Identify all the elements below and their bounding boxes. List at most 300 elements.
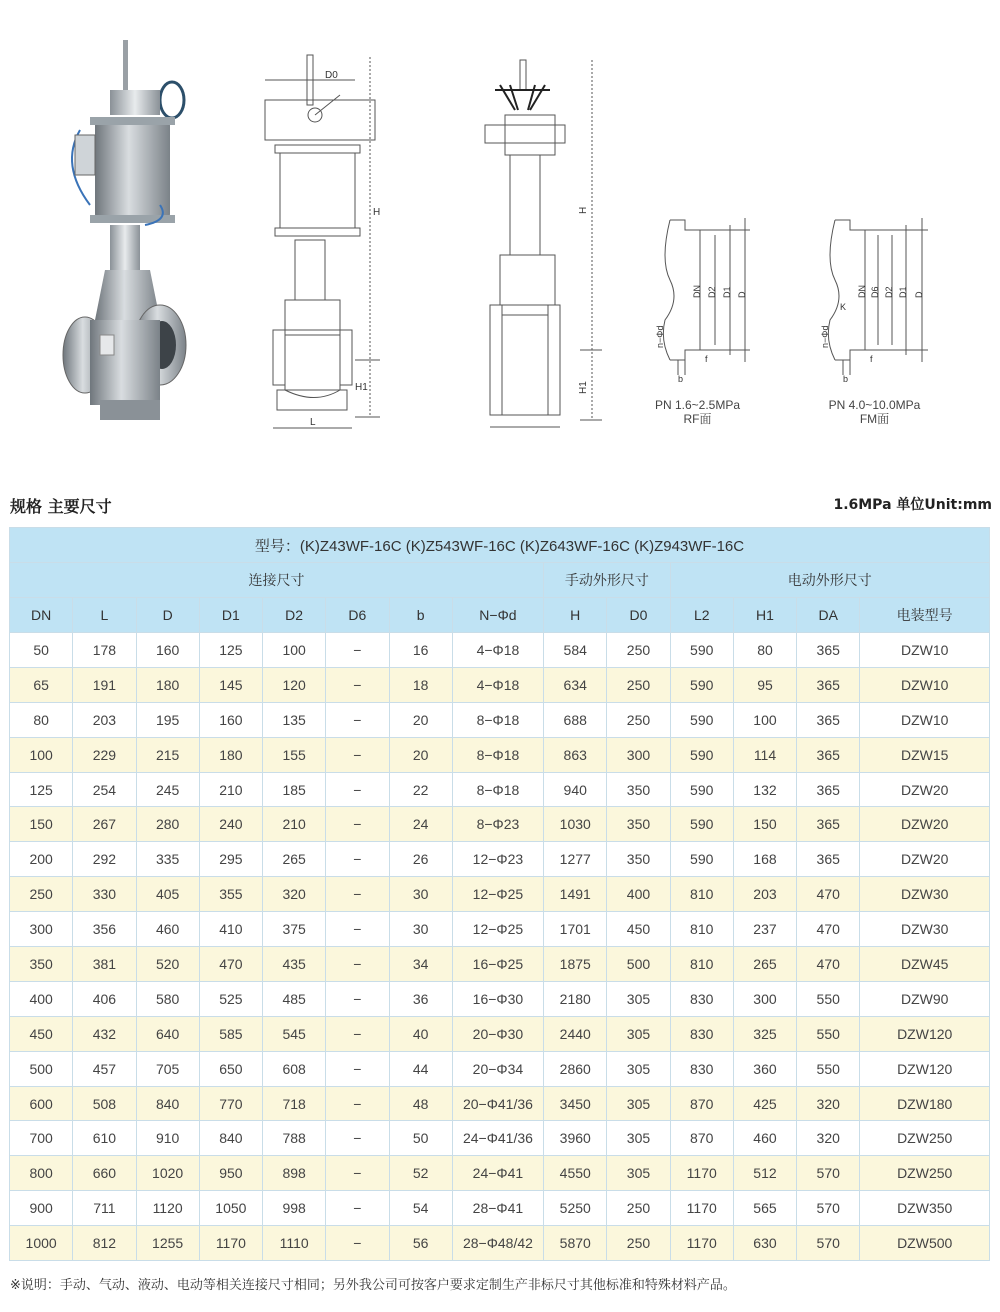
table-cell: − bbox=[326, 842, 389, 877]
pressure-unit-label: 1.6MPa 单位Unit:mm bbox=[833, 497, 992, 513]
table-cell: 406 bbox=[73, 981, 136, 1016]
table-cell: DZW500 bbox=[860, 1226, 990, 1261]
table-cell: 30 bbox=[389, 877, 452, 912]
table-cell: 8−Φ18 bbox=[452, 737, 543, 772]
table-cell: 705 bbox=[136, 1051, 199, 1086]
section-title: 规格 主要尺寸 bbox=[10, 497, 112, 516]
table-cell: 56 bbox=[389, 1226, 452, 1261]
table-cell: 210 bbox=[199, 772, 262, 807]
table-cell: 610 bbox=[73, 1121, 136, 1156]
spec-table bbox=[9, 527, 990, 1261]
table-cell: 360 bbox=[733, 1051, 796, 1086]
table-cell: 20 bbox=[389, 737, 452, 772]
table-cell: 375 bbox=[263, 912, 326, 947]
col-header: D bbox=[136, 598, 199, 633]
table-cell: DZW250 bbox=[860, 1121, 990, 1156]
table-cell: 250 bbox=[607, 1226, 670, 1261]
col-header: D0 bbox=[607, 598, 670, 633]
table-cell: 215 bbox=[136, 737, 199, 772]
table-cell: 34 bbox=[389, 947, 452, 982]
table-cell: − bbox=[326, 633, 389, 668]
label-dn: DN bbox=[857, 285, 867, 298]
table-cell: 125 bbox=[199, 633, 262, 668]
table-cell: 400 bbox=[10, 981, 73, 1016]
table-cell: 28−Φ41 bbox=[452, 1191, 543, 1226]
table-cell: 330 bbox=[73, 877, 136, 912]
table-cell: 4−Φ18 bbox=[452, 667, 543, 702]
table-cell: DZW180 bbox=[860, 1086, 990, 1121]
col-header: 电装型号 bbox=[860, 598, 990, 633]
table-cell: 998 bbox=[263, 1191, 326, 1226]
table-row bbox=[10, 1086, 990, 1121]
table-cell: 1170 bbox=[199, 1226, 262, 1261]
table-cell: 660 bbox=[73, 1156, 136, 1191]
table-cell: 48 bbox=[389, 1086, 452, 1121]
table-cell: 432 bbox=[73, 1016, 136, 1051]
table-cell: 2180 bbox=[544, 981, 607, 1016]
label-h: H bbox=[373, 207, 381, 218]
table-cell: 250 bbox=[607, 633, 670, 668]
table-cell: 325 bbox=[733, 1016, 796, 1051]
table-cell: 470 bbox=[797, 947, 860, 982]
table-cell: 280 bbox=[136, 807, 199, 842]
label-dn: DN bbox=[692, 285, 702, 298]
table-cell: 1277 bbox=[544, 842, 607, 877]
table-cell: 650 bbox=[199, 1051, 262, 1086]
label-d0: D0 bbox=[325, 70, 338, 81]
table-cell: 550 bbox=[797, 1051, 860, 1086]
table-cell: 4550 bbox=[544, 1156, 607, 1191]
table-cell: 135 bbox=[263, 702, 326, 737]
table-cell: 830 bbox=[670, 1051, 733, 1086]
table-cell: 245 bbox=[136, 772, 199, 807]
table-cell: 788 bbox=[263, 1121, 326, 1156]
table-cell: 381 bbox=[73, 947, 136, 982]
table-cell: 700 bbox=[10, 1121, 73, 1156]
table-cell: 400 bbox=[607, 877, 670, 912]
table-cell: 1110 bbox=[263, 1226, 326, 1261]
table-cell: 114 bbox=[733, 737, 796, 772]
table-cell: 195 bbox=[136, 702, 199, 737]
col-header: D6 bbox=[326, 598, 389, 633]
table-cell: 203 bbox=[733, 877, 796, 912]
table-cell: 12−Φ25 bbox=[452, 877, 543, 912]
table-cell: 565 bbox=[733, 1191, 796, 1226]
table-cell: 8−Φ23 bbox=[452, 807, 543, 842]
table-cell: DZW20 bbox=[860, 807, 990, 842]
table-cell: 460 bbox=[733, 1121, 796, 1156]
table-cell: 590 bbox=[670, 667, 733, 702]
table-cell: DZW250 bbox=[860, 1156, 990, 1191]
table-cell: 132 bbox=[733, 772, 796, 807]
table-cell: DZW10 bbox=[860, 633, 990, 668]
table-cell: DZW15 bbox=[860, 737, 990, 772]
model-row bbox=[10, 528, 990, 563]
table-cell: 830 bbox=[670, 1016, 733, 1051]
col-header: D2 bbox=[263, 598, 326, 633]
label-h1: H1 bbox=[355, 382, 368, 393]
table-cell: 863 bbox=[544, 737, 607, 772]
table-cell: 80 bbox=[10, 702, 73, 737]
table-cell: 36 bbox=[389, 981, 452, 1016]
table-cell: 160 bbox=[199, 702, 262, 737]
table-cell: 160 bbox=[136, 633, 199, 668]
table-cell: 512 bbox=[733, 1156, 796, 1191]
table-cell: 810 bbox=[670, 877, 733, 912]
label-d1: D1 bbox=[898, 286, 908, 298]
table-cell: 3960 bbox=[544, 1121, 607, 1156]
table-cell: 300 bbox=[733, 981, 796, 1016]
table-cell: 24 bbox=[389, 807, 452, 842]
table-cell: 350 bbox=[607, 772, 670, 807]
table-cell: 185 bbox=[263, 772, 326, 807]
table-cell: 590 bbox=[670, 807, 733, 842]
label-b: b bbox=[843, 374, 849, 384]
table-cell: − bbox=[326, 1156, 389, 1191]
group-electric: 电动外形尺寸 bbox=[670, 563, 989, 598]
table-cell: 1170 bbox=[670, 1191, 733, 1226]
table-cell: 355 bbox=[199, 877, 262, 912]
table-cell: − bbox=[326, 667, 389, 702]
table-cell: 28−Φ48/42 bbox=[452, 1226, 543, 1261]
table-cell: 350 bbox=[607, 842, 670, 877]
table-cell: 711 bbox=[73, 1191, 136, 1226]
table-row bbox=[10, 702, 990, 737]
table-cell: 24−Φ41/36 bbox=[452, 1121, 543, 1156]
table-cell: 590 bbox=[670, 737, 733, 772]
table-cell: 178 bbox=[73, 633, 136, 668]
table-row bbox=[10, 981, 990, 1016]
table-cell: DZW10 bbox=[860, 667, 990, 702]
table-cell: 100 bbox=[10, 737, 73, 772]
dimension-drawing-pneumatic bbox=[255, 45, 390, 440]
table-cell: 550 bbox=[797, 1016, 860, 1051]
label-d: D bbox=[737, 291, 747, 298]
table-cell: 3450 bbox=[544, 1086, 607, 1121]
col-header: N−Φd bbox=[452, 598, 543, 633]
table-cell: 590 bbox=[670, 702, 733, 737]
table-cell: 1030 bbox=[544, 807, 607, 842]
table-cell: − bbox=[326, 1121, 389, 1156]
table-cell: 191 bbox=[73, 667, 136, 702]
table-cell: 365 bbox=[797, 702, 860, 737]
table-cell: 950 bbox=[199, 1156, 262, 1191]
table-cell: 350 bbox=[607, 807, 670, 842]
table-cell: 718 bbox=[263, 1086, 326, 1121]
table-cell: 5250 bbox=[544, 1191, 607, 1226]
table-cell: 1255 bbox=[136, 1226, 199, 1261]
table-cell: 50 bbox=[10, 633, 73, 668]
table-cell: 12−Φ25 bbox=[452, 912, 543, 947]
table-cell: 630 bbox=[733, 1226, 796, 1261]
table-cell: 910 bbox=[136, 1121, 199, 1156]
fm-pressure-label: PN 4.0~10.0MPa bbox=[828, 398, 921, 412]
flange-fm-drawing bbox=[810, 210, 940, 385]
dimension-drawing-electric bbox=[480, 55, 605, 440]
table-cell: DZW350 bbox=[860, 1191, 990, 1226]
table-cell: 840 bbox=[199, 1121, 262, 1156]
table-cell: 16−Φ30 bbox=[452, 981, 543, 1016]
label-l: L bbox=[310, 417, 316, 428]
table-cell: 688 bbox=[544, 702, 607, 737]
table-cell: − bbox=[326, 1191, 389, 1226]
table-cell: 305 bbox=[607, 1121, 670, 1156]
table-cell: 145 bbox=[199, 667, 262, 702]
table-cell: 150 bbox=[733, 807, 796, 842]
label-d6: D6 bbox=[870, 286, 880, 298]
table-cell: 54 bbox=[389, 1191, 452, 1226]
flange-fm-caption bbox=[812, 398, 937, 426]
table-cell: 356 bbox=[73, 912, 136, 947]
col-header: L bbox=[73, 598, 136, 633]
table-cell: DZW30 bbox=[860, 912, 990, 947]
table-cell: 590 bbox=[670, 842, 733, 877]
table-cell: 20−Φ30 bbox=[452, 1016, 543, 1051]
table-cell: 44 bbox=[389, 1051, 452, 1086]
table-cell: 305 bbox=[607, 1156, 670, 1191]
table-cell: 450 bbox=[607, 912, 670, 947]
table-cell: 485 bbox=[263, 981, 326, 1016]
table-cell: 770 bbox=[199, 1086, 262, 1121]
table-cell: 26 bbox=[389, 842, 452, 877]
group-header-row bbox=[10, 563, 990, 598]
table-cell: 120 bbox=[263, 667, 326, 702]
table-cell: 295 bbox=[199, 842, 262, 877]
table-cell: 350 bbox=[10, 947, 73, 982]
figure-area bbox=[0, 0, 1000, 470]
table-cell: 1170 bbox=[670, 1226, 733, 1261]
table-cell: 365 bbox=[797, 842, 860, 877]
table-cell: 898 bbox=[263, 1156, 326, 1191]
table-cell: 550 bbox=[797, 981, 860, 1016]
table-cell: − bbox=[326, 912, 389, 947]
table-cell: 305 bbox=[607, 981, 670, 1016]
table-cell: DZW10 bbox=[860, 702, 990, 737]
col-header: H bbox=[544, 598, 607, 633]
table-cell: 335 bbox=[136, 842, 199, 877]
col-header: DN bbox=[10, 598, 73, 633]
table-cell: 267 bbox=[73, 807, 136, 842]
table-cell: 305 bbox=[607, 1051, 670, 1086]
table-cell: DZW30 bbox=[860, 877, 990, 912]
table-cell: 525 bbox=[199, 981, 262, 1016]
footnote: ※说明：手动、气动、液动、电动等相关连接尺寸相同；另外我公司可按客户要求定制生产非标尺寸其他标准和特殊材料产品。 bbox=[10, 1278, 736, 1293]
table-cell: 320 bbox=[797, 1086, 860, 1121]
table-cell: 265 bbox=[733, 947, 796, 982]
column-header-row bbox=[10, 598, 990, 633]
table-cell: − bbox=[326, 772, 389, 807]
spec-table-body bbox=[10, 633, 990, 1261]
table-cell: 470 bbox=[199, 947, 262, 982]
col-header: H1 bbox=[733, 598, 796, 633]
table-cell: 250 bbox=[607, 702, 670, 737]
table-cell: 292 bbox=[73, 842, 136, 877]
table-cell: 18 bbox=[389, 667, 452, 702]
table-cell: DZW90 bbox=[860, 981, 990, 1016]
table-cell: − bbox=[326, 737, 389, 772]
table-row bbox=[10, 877, 990, 912]
col-header: b bbox=[389, 598, 452, 633]
table-cell: 365 bbox=[797, 633, 860, 668]
label-d: D bbox=[914, 291, 924, 298]
table-cell: 180 bbox=[136, 667, 199, 702]
table-cell: 2860 bbox=[544, 1051, 607, 1086]
table-cell: 150 bbox=[10, 807, 73, 842]
table-cell: 180 bbox=[199, 737, 262, 772]
table-cell: 460 bbox=[136, 912, 199, 947]
table-cell: 200 bbox=[10, 842, 73, 877]
table-cell: 210 bbox=[263, 807, 326, 842]
table-cell: 1170 bbox=[670, 1156, 733, 1191]
table-cell: 900 bbox=[10, 1191, 73, 1226]
table-cell: 20−Φ41/36 bbox=[452, 1086, 543, 1121]
table-cell: 570 bbox=[797, 1191, 860, 1226]
table-cell: 254 bbox=[73, 772, 136, 807]
table-cell: 580 bbox=[136, 981, 199, 1016]
table-row bbox=[10, 842, 990, 877]
table-cell: 410 bbox=[199, 912, 262, 947]
table-cell: 168 bbox=[733, 842, 796, 877]
table-cell: 22 bbox=[389, 772, 452, 807]
col-header: DA bbox=[797, 598, 860, 633]
valve-photo bbox=[50, 35, 200, 435]
label-d1: D1 bbox=[722, 286, 732, 298]
table-cell: 570 bbox=[797, 1156, 860, 1191]
table-cell: 5870 bbox=[544, 1226, 607, 1261]
table-row bbox=[10, 1051, 990, 1086]
table-cell: − bbox=[326, 1016, 389, 1051]
table-cell: 8−Φ18 bbox=[452, 702, 543, 737]
table-cell: − bbox=[326, 1086, 389, 1121]
table-cell: 203 bbox=[73, 702, 136, 737]
table-cell: 40 bbox=[389, 1016, 452, 1051]
table-row bbox=[10, 633, 990, 668]
table-cell: − bbox=[326, 981, 389, 1016]
label-nd: n−Φd bbox=[820, 325, 830, 348]
table-cell: 20−Φ34 bbox=[452, 1051, 543, 1086]
table-cell: 320 bbox=[797, 1121, 860, 1156]
label-d2: D2 bbox=[707, 286, 717, 298]
flange-rf-drawing bbox=[645, 210, 765, 385]
table-cell: 1701 bbox=[544, 912, 607, 947]
table-cell: 1875 bbox=[544, 947, 607, 982]
table-cell: 4−Φ18 bbox=[452, 633, 543, 668]
table-cell: 1050 bbox=[199, 1191, 262, 1226]
table-cell: 365 bbox=[797, 807, 860, 842]
table-row bbox=[10, 1156, 990, 1191]
table-cell: 250 bbox=[10, 877, 73, 912]
table-cell: 812 bbox=[73, 1226, 136, 1261]
table-cell: 240 bbox=[199, 807, 262, 842]
table-row bbox=[10, 912, 990, 947]
table-row bbox=[10, 1191, 990, 1226]
table-cell: 870 bbox=[670, 1086, 733, 1121]
table-row bbox=[10, 1121, 990, 1156]
table-row bbox=[10, 667, 990, 702]
table-cell: 640 bbox=[136, 1016, 199, 1051]
table-cell: 1000 bbox=[10, 1226, 73, 1261]
table-cell: 810 bbox=[670, 912, 733, 947]
label-f: f bbox=[705, 354, 708, 364]
table-cell: 425 bbox=[733, 1086, 796, 1121]
table-cell: 305 bbox=[607, 1016, 670, 1051]
table-cell: − bbox=[326, 807, 389, 842]
table-cell: − bbox=[326, 1226, 389, 1261]
table-cell: 250 bbox=[607, 667, 670, 702]
table-cell: 830 bbox=[670, 981, 733, 1016]
label-h1: H1 bbox=[578, 381, 589, 394]
table-cell: 1020 bbox=[136, 1156, 199, 1191]
table-cell: 1120 bbox=[136, 1191, 199, 1226]
table-cell: 600 bbox=[10, 1086, 73, 1121]
table-cell: 500 bbox=[10, 1051, 73, 1086]
table-row bbox=[10, 1226, 990, 1261]
table-cell: 800 bbox=[10, 1156, 73, 1191]
table-cell: 545 bbox=[263, 1016, 326, 1051]
table-cell: 24−Φ41 bbox=[452, 1156, 543, 1191]
table-cell: DZW120 bbox=[860, 1016, 990, 1051]
table-cell: 435 bbox=[263, 947, 326, 982]
table-cell: 250 bbox=[607, 1191, 670, 1226]
rf-face-label: RF面 bbox=[683, 412, 712, 426]
table-cell: 584 bbox=[544, 633, 607, 668]
table-cell: 590 bbox=[670, 772, 733, 807]
col-header: D1 bbox=[199, 598, 262, 633]
rf-pressure-label: PN 1.6~2.5MPa bbox=[654, 398, 741, 412]
table-cell: 365 bbox=[797, 667, 860, 702]
table-cell: 50 bbox=[389, 1121, 452, 1156]
label-h: H bbox=[578, 206, 589, 214]
table-cell: 100 bbox=[733, 702, 796, 737]
table-cell: − bbox=[326, 1051, 389, 1086]
table-cell: 300 bbox=[607, 737, 670, 772]
table-cell: − bbox=[326, 947, 389, 982]
table-row bbox=[10, 737, 990, 772]
table-cell: 520 bbox=[136, 947, 199, 982]
table-cell: 8−Φ18 bbox=[452, 772, 543, 807]
table-cell: 590 bbox=[670, 633, 733, 668]
label-b: b bbox=[678, 374, 684, 384]
table-cell: 810 bbox=[670, 947, 733, 982]
table-cell: 450 bbox=[10, 1016, 73, 1051]
table-cell: 405 bbox=[136, 877, 199, 912]
table-cell: 508 bbox=[73, 1086, 136, 1121]
label-f: f bbox=[870, 354, 873, 364]
group-connection: 连接尺寸 bbox=[10, 563, 544, 598]
table-cell: 20 bbox=[389, 702, 452, 737]
table-cell: 470 bbox=[797, 912, 860, 947]
table-cell: 634 bbox=[544, 667, 607, 702]
table-cell: 457 bbox=[73, 1051, 136, 1086]
label-k: K bbox=[840, 302, 847, 312]
table-cell: − bbox=[326, 702, 389, 737]
table-cell: DZW20 bbox=[860, 842, 990, 877]
table-cell: 237 bbox=[733, 912, 796, 947]
model-label: 型号：(K)Z43WF-16C (K)Z543WF-16C (K)Z643WF-16C (K)Z943WF-16C bbox=[10, 528, 990, 563]
table-row bbox=[10, 947, 990, 982]
table-cell: 500 bbox=[607, 947, 670, 982]
table-cell: 12−Φ23 bbox=[452, 842, 543, 877]
table-cell: − bbox=[326, 877, 389, 912]
table-cell: 300 bbox=[10, 912, 73, 947]
table-cell: 100 bbox=[263, 633, 326, 668]
group-manual: 手动外形尺寸 bbox=[544, 563, 671, 598]
table-row bbox=[10, 807, 990, 842]
table-cell: 229 bbox=[73, 737, 136, 772]
table-cell: 320 bbox=[263, 877, 326, 912]
table-cell: 265 bbox=[263, 842, 326, 877]
label-nd: n−Φd bbox=[655, 325, 665, 348]
